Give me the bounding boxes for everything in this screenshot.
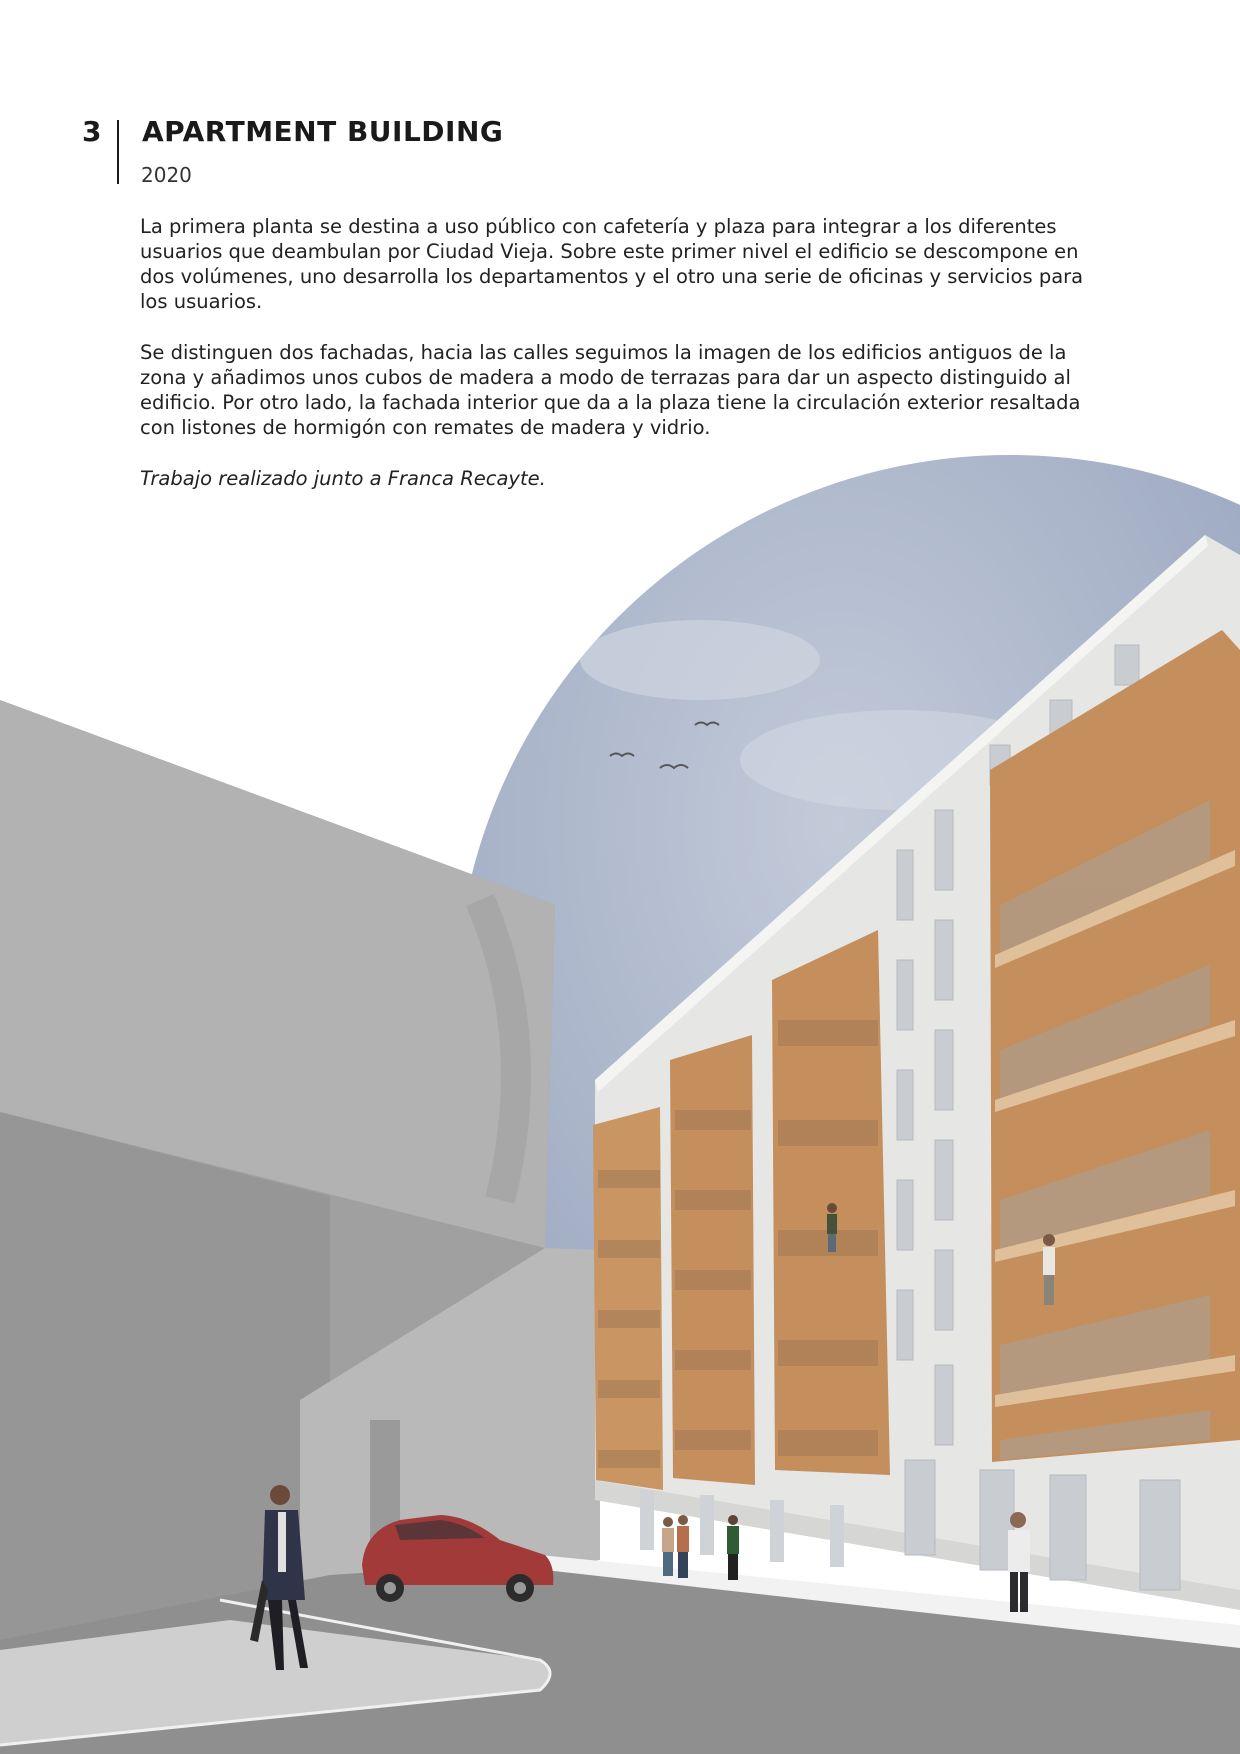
paragraph-2: Se distinguen dos fachadas, hacia las calles seguimos la imagen de los edificios antiguos de la zona y añadimos unos cubos de madera a modo de terrazas para dar un aspecto distinguido al edificio. Por otro lado, la fachada interior que da a la plaza tiene la circulación exterior resaltada con listones de hormigón con remates de madera y vidrio.	[140, 341, 1081, 439]
section-title: APARTMENT BUILDING	[142, 115, 504, 148]
section-number: 3	[82, 115, 102, 148]
credit-line: Trabajo realizado junto a Franca Recayte.	[140, 467, 546, 490]
building-illustration	[0, 440, 1240, 1754]
section-year: 2020	[141, 163, 192, 187]
section-header	[0, 0, 1240, 200]
paragraph-1: La primera planta se destina a uso público con cafetería y plaza para integrar a los diferentes usuarios que deambulan por Ciudad Vieja. Sobre este primer nivel el edificio se descompone en dos volúmenes, uno desarrolla los departamentos y el otro una serie de oficinas y servicios para los usuarios.	[140, 215, 1084, 313]
header-divider	[117, 120, 119, 184]
